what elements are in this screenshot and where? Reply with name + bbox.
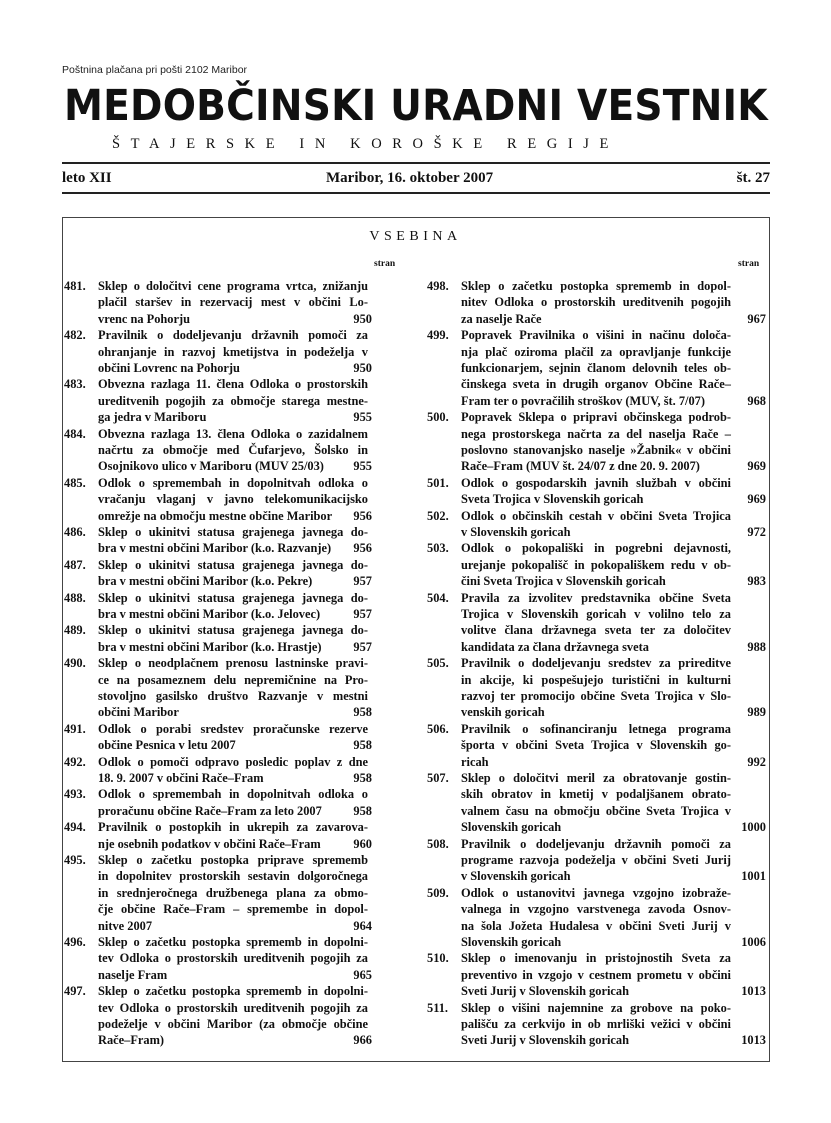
toc-entry-line: vrenc na Pohorju	[98, 311, 191, 326]
toc-entry-line: Rače–Fram (MUV št. 24/07 z dne 20. 9. 2007)	[461, 459, 700, 474]
toc-entry-line: valnem času na območju občine Sveta Trojica v	[461, 803, 731, 818]
toc-entry-line: Obvezna razlaga 11. člena Odloka o prostorskih	[98, 377, 368, 392]
toc-entry-line: činskega sveta in drugih organov Občine Rače–	[461, 377, 731, 392]
toc-entry-line: Pravilnik o dodeljevanju sredstev za prireditve	[461, 656, 731, 671]
toc-entry	[427, 770, 766, 836]
toc-entry-title	[98, 622, 368, 655]
toc-entry-line: Pravilnik o dodeljevanju državnih pomoči za	[98, 328, 368, 343]
toc-entry	[64, 376, 372, 425]
toc-entry-title	[98, 754, 368, 787]
toc-entry-line: Pravilnik o dodeljevanju državnih pomoči za	[461, 836, 731, 851]
toc-entry-line: stovoljno gasilsko društvo Razvanje v mestni	[98, 689, 368, 703]
toc-entry-line: plačil staršev in rezervacij mest v občini Lo-	[98, 295, 368, 310]
toc-entry-number: 496.	[64, 935, 86, 949]
toc-entry-line: Pravilnik o sofinanciranju letnega programa	[461, 721, 731, 736]
toc-entry-line: Slovenskih goricah	[461, 820, 562, 835]
toc-entry-line: Rače–Fram)	[98, 1033, 165, 1048]
toc-entry-line: nitev Odloka o prostorskih ureditvenih pogojih	[461, 295, 731, 310]
toc-entry-number: 495.	[64, 853, 86, 867]
toc-entry-line: Odlok o ustanovitvi javnega vzgojno izobraže-	[461, 885, 731, 900]
toc-entry-line: nega prostorskega načrta za del naselja Rače –	[461, 426, 731, 441]
toc-entry	[64, 655, 372, 721]
toc-entry	[427, 885, 766, 951]
toc-entry-number: 498.	[427, 279, 449, 293]
toc-entry-line: Sklep o začetku postopka sprememb in dopolni-	[98, 984, 368, 999]
toc-entry-title	[98, 524, 368, 557]
toc-entry-number: 489.	[64, 623, 86, 638]
toc-entry-line: proračunu občine Rače–Fram za leto 2007	[98, 803, 322, 818]
toc-entry-number: 488.	[64, 590, 86, 605]
toc-entry-page: 983	[747, 574, 766, 589]
toc-entry-number: 486.	[64, 525, 86, 539]
toc-entry-title	[461, 770, 731, 836]
toc-entry	[427, 508, 766, 541]
page-column-label-left: stran	[374, 259, 396, 269]
toc-entry-number: 505.	[427, 656, 449, 671]
year-label: leto XII	[62, 170, 112, 186]
toc-entry-page: 969	[747, 492, 766, 507]
toc-entry-number: 501.	[427, 475, 449, 490]
toc-entry-line: in akcije, ki pospešujejo turistični in kulturni	[461, 672, 731, 687]
toc-entry-line: Sklep o imenovanju in pristojnostih Sveta za	[461, 951, 731, 966]
masthead-subtitle: ŠTAJERSKE IN KOROŠKE REGIJE	[112, 136, 619, 152]
toc-entry	[64, 557, 372, 590]
page-column-label-right: stran	[738, 259, 760, 269]
toc-entry-number: 508.	[427, 836, 449, 851]
toc-entry-line: bra v mestni občini Maribor (k.o. Hrastje)	[98, 639, 322, 654]
toc-entry-line: čje občine Rače–Fram – spremembe in dopol-	[98, 902, 368, 917]
toc-entry-line: omrežje na območju mestne občine Maribor	[98, 508, 333, 523]
toc-entry-page: 969	[747, 459, 766, 474]
toc-entry-line: občini Maribor	[98, 705, 179, 720]
toc-entry-line: preventivo in vzgojo v cestnem prometu v občini	[461, 967, 731, 982]
toc-entry-line: bra v mestni občini Maribor (k.o. Razvanje)	[98, 541, 332, 556]
toc-entry-number: 500.	[427, 410, 449, 425]
toc-entry	[64, 590, 372, 623]
toc-entry-page: 1000	[741, 820, 766, 835]
toc-entry-line: volitve člana državnega sveta ter za določitev	[461, 623, 731, 638]
toc-entry-line: pališču za cerkvijo in ob mrliški vežici v občini	[461, 1017, 731, 1031]
toc-entry-line: Sklep o višini najemnine za grobove na poko-	[461, 1000, 731, 1015]
toc-entry-page: 956	[353, 541, 372, 556]
toc-entry-page: 950	[353, 360, 372, 375]
toc-entry-line: naselje Fram	[98, 967, 168, 982]
toc-entry-line: ricah	[461, 754, 489, 769]
contents-heading: VSEBINA	[369, 229, 462, 244]
toc-entry-line: Odlok o pokopališki in pogrebni dejavnosti,	[461, 541, 731, 556]
toc-entry-number: 481.	[64, 279, 86, 293]
toc-entry-line: Osojnikovo ulico v Mariboru (MUV 25/03)	[98, 459, 324, 474]
toc-entry-line: v Slovenskih goricah	[461, 525, 571, 539]
toc-entry-line: programe razvoja podeželja v občini Sveti Jurij	[461, 853, 731, 867]
toc-entry-page: 958	[353, 803, 372, 818]
toc-entry-page: 1013	[741, 984, 766, 999]
toc-entry-line: športa v občini Sveta Trojica v Slovenskih go-	[461, 738, 731, 753]
toc-entry-line: Sklep o neodplačnem prenosu lastninske pravi-	[98, 656, 368, 671]
toc-entry-page: 955	[353, 459, 372, 474]
header-rule-bottom	[62, 192, 770, 194]
toc-entry-line: Sklep o ukinitvi statusa grajenega javnega do-	[98, 557, 368, 572]
toc-entry-number: 493.	[64, 787, 86, 802]
toc-entry-number: 492.	[64, 754, 86, 769]
toc-entry-line: urejanje pokopališč in pokopališkem redu v ob-	[461, 557, 731, 572]
toc-entry-number: 511.	[427, 1000, 448, 1015]
toc-entry-page: 964	[353, 918, 372, 933]
toc-entry-line: Sklep o določitvi meril za obratovanje gostin-	[461, 771, 731, 785]
toc-entry-number: 507.	[427, 771, 449, 785]
toc-entry-line: Sklep o določitvi cene programa vrtca, znižanju	[98, 279, 368, 293]
toc-entry	[64, 786, 372, 819]
toc-entry-title	[461, 590, 731, 656]
toc-entry-line: valnega in vzgojno varstvenega zavoda Osnov-	[461, 902, 731, 917]
toc-entry-line: občini Lovrenc na Pohorju	[98, 361, 240, 375]
toc-entry-number: 487.	[64, 557, 86, 572]
toc-entry-page: 1006	[741, 934, 766, 949]
toc-entry-number: 497.	[64, 984, 86, 999]
toc-entry	[427, 590, 766, 656]
toc-entry-page: 988	[747, 639, 766, 654]
toc-entry-number: 491.	[64, 721, 86, 736]
toc-entry-title	[98, 721, 368, 754]
toc-entry-line: ga jedra v Mariboru	[98, 410, 207, 425]
toc-entry-number: 510.	[427, 951, 449, 966]
toc-entry-line: nja plač oziroma plačil za opravljanje funkcije	[461, 344, 731, 359]
toc-entry-page: 966	[353, 1033, 372, 1048]
toc-entry-line: kandidata za člana državnega sveta	[461, 639, 649, 654]
toc-entry-line: Popravek Pravilnika o višini in načinu določa-	[461, 328, 731, 343]
issue-number: št. 27	[736, 170, 770, 186]
toc-entry-page: 957	[353, 639, 372, 654]
toc-entry-number: 482.	[64, 328, 86, 343]
toc-entry-page: 955	[353, 410, 372, 425]
toc-entry-title	[98, 983, 368, 1049]
toc-entry-page: 957	[353, 574, 372, 589]
toc-entry-line: Sveta Trojica v Slovenskih goricah	[461, 492, 644, 507]
toc-entry-title	[461, 409, 731, 475]
toc-entry-title	[461, 327, 731, 409]
toc-entry-line: razvoj ter promocijo občine Sveta Trojica v Slo-	[461, 689, 731, 703]
toc-entry	[64, 475, 372, 524]
toc-entry-number: 506.	[427, 721, 449, 736]
toc-entry-line: v Slovenskih goricah	[461, 869, 571, 884]
toc-entry-page: 1001	[741, 869, 766, 884]
place-date: Maribor, 16. oktober 2007	[326, 170, 494, 186]
toc-entry-number: 499.	[427, 328, 449, 343]
toc-entry	[427, 1000, 766, 1049]
toc-entry	[427, 278, 766, 327]
toc-entry-title	[461, 950, 731, 999]
toc-entry	[427, 327, 766, 409]
toc-entry-line: Popravek Sklepa o pripravi občinskega podrob-	[461, 410, 731, 425]
toc-entry-line: ohranjanje in razvoj kmetijstva in podeželja v	[98, 344, 368, 359]
toc-entry-line: Sveti Jurij v Slovenskih goricah	[461, 1033, 629, 1048]
toc-entry-line: Sklep o začetku postopka sprememb in dopol-	[461, 279, 731, 293]
toc-entry-title	[461, 508, 731, 541]
toc-entry-line: venskih goricah	[461, 705, 545, 720]
toc-entry-title	[461, 836, 731, 885]
toc-entry-title	[98, 278, 368, 327]
toc-entry	[64, 524, 372, 557]
toc-entry-line: Odlok o spremembah in dopolnitvah odloka o	[98, 787, 368, 802]
toc-entry-title	[461, 655, 731, 721]
toc-entry	[427, 836, 766, 885]
toc-entry-line: Odlok o gospodarskih javnih službah v občini	[461, 475, 731, 490]
toc-entry-page: 989	[747, 705, 766, 720]
toc-entry-line: poslovno stanovanjsko naselje »Žabnik« v občini	[461, 443, 731, 457]
toc-entry-page: 992	[747, 754, 766, 769]
toc-entry	[64, 819, 372, 852]
toc-entry	[427, 721, 766, 770]
toc-entry-page: 958	[353, 738, 372, 753]
toc-entry-number: 483.	[64, 377, 86, 392]
toc-entry-line: Sklep o ukinitvi statusa grajenega javnega do-	[98, 590, 368, 605]
toc-entry-number: 494.	[64, 820, 86, 835]
header-rule-top	[62, 162, 770, 164]
toc-entry-title	[98, 655, 368, 721]
toc-entry	[64, 983, 372, 1049]
toc-entry-title	[98, 327, 368, 376]
toc-entry-line: bra v mestni občini Maribor (k.o. Jelovec)	[98, 607, 321, 621]
toc-entry-title	[98, 557, 368, 590]
toc-entry-page: 972	[747, 524, 766, 539]
toc-entry-line: za naselje Rače	[461, 311, 542, 326]
toc-entry-page: 960	[353, 836, 372, 851]
toc-entry	[427, 409, 766, 475]
toc-entry-title	[98, 934, 368, 983]
toc-entry	[427, 655, 766, 721]
toc-entry-page: 968	[747, 393, 766, 408]
toc-entry-title	[461, 278, 731, 327]
toc-entry	[64, 426, 372, 475]
toc-entry-title	[461, 721, 731, 770]
toc-entry	[64, 327, 372, 376]
toc-entry-line: občine Pesnica v letu 2007	[98, 738, 236, 753]
toc-entry-number: 490.	[64, 656, 86, 671]
toc-entry-number: 485.	[64, 475, 86, 490]
toc-entry-number: 504.	[427, 590, 449, 605]
toc-entry-page: 967	[747, 311, 766, 326]
toc-entry-line: Sklep o začetku postopka priprave sprememb	[98, 853, 368, 867]
toc-entry-line: Sklep o ukinitvi statusa grajenega javnega do-	[98, 623, 368, 638]
toc-entry-title	[461, 475, 731, 508]
toc-entry	[427, 475, 766, 508]
toc-entry-page: 958	[353, 705, 372, 720]
toc-entry-title	[98, 376, 368, 425]
toc-entry	[427, 540, 766, 589]
toc-entry-line: Odlok o spremembah in dopolnitvah odloka o	[98, 475, 368, 490]
toc-entry-line: tev Odloka o prostorskih ureditvenih pogojih za	[98, 1000, 368, 1015]
postage-note: Poštnina plačana pri pošti 2102 Maribor	[62, 64, 248, 76]
toc-entry-page: 956	[353, 508, 372, 523]
toc-entry	[64, 622, 372, 655]
toc-entry-title	[98, 852, 368, 934]
masthead-title: MEDOBČINSKI URADNI VESTNIK	[64, 81, 768, 131]
toc-entry-line: ce na posameznem delu nepremičnine na Pro-	[98, 672, 368, 687]
toc-entry-page: 950	[353, 311, 372, 326]
toc-entry-title	[98, 786, 368, 819]
toc-entry	[64, 721, 372, 754]
toc-entry-line: Sklep o začetku postopka sprememb in dopolni-	[98, 935, 368, 949]
toc-entry	[64, 754, 372, 787]
toc-entry-number: 502.	[427, 508, 449, 523]
toc-entry-title	[98, 426, 368, 475]
toc-entry-line: Trojica v Slovenskih goricah v volilno telo za	[461, 607, 731, 621]
toc-entry-title	[98, 819, 368, 852]
toc-entry-line: Odlok o pomoči odpravo posledic poplav z dne	[98, 754, 368, 769]
toc-entry-title	[461, 885, 731, 951]
toc-entry-line: nitve 2007	[98, 918, 153, 933]
toc-entry-title	[461, 1000, 731, 1049]
toc-entry-line: skih obratov in kmetij v podaljšanem obrato-	[461, 787, 731, 802]
toc-entry-line: Obvezna razlaga 13. člena Odloka o zazidalnem	[98, 426, 368, 441]
toc-entry-line: ureditvenih pogojih za območje starega mestne-	[98, 393, 368, 408]
toc-entry-title	[461, 540, 731, 589]
toc-entry	[427, 950, 766, 999]
toc-entry-line: Sklep o ukinitvi statusa grajenega javnega do-	[98, 525, 368, 539]
toc-entry-line: in srednjeročnega družbenega plana za obmo-	[98, 885, 368, 900]
toc-entry-line: vračanju vlaganj v javno telekomunikacijsko	[98, 492, 368, 507]
toc-entry-line: 18. 9. 2007 v občini Rače–Fram	[98, 771, 264, 785]
toc-entry	[64, 278, 372, 327]
toc-entry-line: Odlok o porabi sredstev proračunske rezerve	[98, 721, 368, 736]
toc-entry-line: načrtu za območje med Čufarjevo, Šolsko in	[98, 443, 368, 457]
toc-entry-line: Fram ter o povračilih stroškov (MUV, št. 7/07)	[461, 393, 705, 408]
toc-entry-title	[98, 590, 368, 623]
toc-entry-line: Odlok o občinskih cestah v občini Sveta Trojica	[461, 508, 731, 523]
toc-entry-number: 503.	[427, 541, 449, 556]
toc-entry	[64, 934, 372, 983]
toc-entry-number: 509.	[427, 885, 449, 900]
toc-entry-line: Pravila za izvolitev predstavnika občine Sveta	[461, 590, 731, 605]
toc-entry-title	[98, 475, 368, 524]
toc-entry-page: 957	[353, 606, 372, 621]
toc-entry-line: Pravilnik o postopkih in ukrepih za zavarova-	[98, 820, 368, 835]
toc-entry-line: funkcionarjem, sejnin članom delovnih teles ob-	[461, 361, 731, 375]
toc-entry-line: podeželje v občini Maribor (za območje občine	[98, 1017, 368, 1031]
toc-entry-line: tev Odloka o prostorskih ureditvenih pogojih za	[98, 951, 368, 966]
toc-entry-line: čini Sveta Trojica v Slovenskih goricah	[461, 574, 666, 589]
toc-entry-line: in dopolnitev prostorskih sestavin dolgoročnega	[98, 869, 368, 884]
toc-entry-page: 965	[353, 967, 372, 982]
toc-entry-page: 1013	[741, 1033, 766, 1048]
toc-entry-number: 484.	[64, 426, 86, 441]
toc-entry-line: nje osebnih podatkov v občini Rače–Fram	[98, 836, 321, 851]
toc-entry	[64, 852, 372, 934]
toc-entry-line: bra v mestni občini Maribor (k.o. Pekre)	[98, 574, 313, 589]
toc-entry-line: na šola Jožeta Hudalesa v občini Sveti Jurij v	[461, 918, 731, 933]
toc-entry-page: 958	[353, 770, 372, 785]
toc-entry-line: Sveti Jurij v Slovenskih goricah	[461, 984, 629, 999]
toc-entry-line: Slovenskih goricah	[461, 935, 562, 950]
issue-info-row	[62, 170, 770, 188]
